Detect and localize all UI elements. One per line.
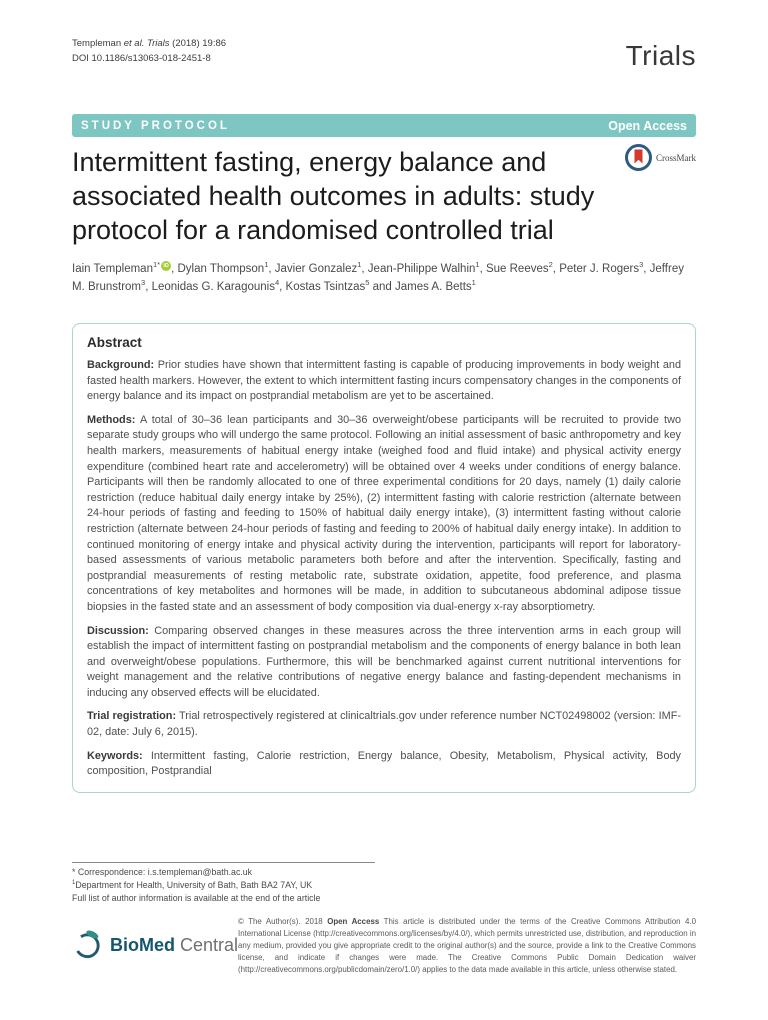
author-name: Leonidas G. Karagounis	[151, 281, 275, 294]
section-label: Methods:	[87, 413, 136, 426]
orcid-icon[interactable]: iD	[161, 261, 171, 271]
author-affiliation-sup: 1	[475, 260, 480, 270]
article-type-banner	[72, 114, 696, 137]
biomed-central-logo	[72, 924, 238, 966]
section-label: Trial registration:	[87, 710, 177, 723]
section-text: Prior studies have shown that intermittent fasting is capable of producing improvements in body weight and fasted health markers. However, the extent to which intermittent fasting incurs compensatory changes in the components of energy balance and its impact on postprandial metabolism are yet to be ascertained.	[87, 359, 682, 403]
author-affiliation-sup: 2	[548, 260, 553, 270]
citation-line	[72, 37, 226, 52]
affiliation-sup: 1	[72, 880, 76, 887]
author-name: Iain Templeman	[72, 263, 153, 275]
logo-central-text: Central	[174, 934, 238, 955]
author-affiliation-sup: 1	[357, 260, 362, 270]
abstract-trial-registration	[87, 709, 681, 740]
correspondence-line: * Correspondence: i.s.templeman@bath.ac.uk	[72, 867, 253, 877]
author-name: Kostas Tsintzas	[285, 281, 366, 294]
footer	[72, 916, 696, 976]
author-name: Jean-Philippe Walhin	[367, 263, 476, 275]
author-name: Jeffrey M. Brunstrom	[72, 263, 684, 294]
author-affiliation-sup: 4	[274, 278, 280, 288]
biomed-central-icon	[72, 924, 104, 966]
author-name: James A. Betts	[394, 281, 472, 294]
citation-volume: (2018) 19:86	[169, 38, 227, 49]
license-open-access: Open Access	[327, 917, 380, 926]
author-affiliation-sup: 5	[365, 278, 370, 288]
biomed-central-wordmark	[110, 935, 238, 956]
section-label: Keywords:	[87, 749, 143, 762]
author-affiliation-sup: 1	[471, 278, 476, 288]
abstract-discussion	[87, 624, 681, 702]
section-text: Comparing observed changes in these measures across the three intervention arms in each group will establish the impact of intermittent fasting on postprandial metabolism and the components of energy balance in both lean and overweight/obese populations. Furthermore, this will be benchmarked against current nutritional interventions for weight management and the relative contributions of negative energy balance and fasting-dependent mechanisms in inducing any observed effects will be elucidated.	[87, 624, 681, 699]
section-text: Intermittent fasting, Calorie restriction, Energy balance, Obesity, Metabolism, Physical activity, Body composition, Postprandial	[87, 749, 682, 778]
open-access-label: Open Access	[608, 118, 687, 133]
author-name: Sue Reeves	[485, 263, 549, 275]
abstract-heading: Abstract	[87, 335, 142, 350]
author-list: Iain Templeman$^{1*}$ iD , Dylan Thompson$^1$, Javier Gonzalez$^1$, Jean-Philippe Walhin$^1$, Sue Reeves$^2$, Peter J. Rogers$^3$, Jeffrey M. Brunstrom$^3$, Leonidas G. Karagounis$^4$, Kostas Tsintzas$^5$ and James A. Betts$^1$	[72, 260, 684, 294]
section-label: Discussion:	[87, 624, 149, 637]
author-affiliation-sup: 1	[264, 260, 269, 270]
license-prefix: © The Author(s). 2018	[238, 917, 328, 926]
affiliation-line	[72, 879, 384, 892]
footnote-divider	[72, 862, 375, 863]
doi-line: DOI 10.1186/s13063-018-2451-8	[72, 52, 211, 64]
citation-journal-italic: et al. Trials	[123, 38, 170, 49]
license-body: This article is distributed under the terms of the Creative Commons Attribution 4.0 International License (http://creativecommons.org/licenses/by/4.0/), which permits unrestricted use, distribution, and reproduction in any medium, provided you give appropriate credit to the original author(s) and the source, provide a link to the Creative Commons license, and indicate if changes were made. The Creative Commons Public Domain Dedication waiver (http://creativecommons.org/publicdomain/zero/1.0/) applies to the data made available in this article, unless otherwise stated.	[238, 917, 696, 975]
license-text	[238, 916, 696, 976]
author-info-note: Full list of author information is available at the end of the article	[72, 893, 321, 904]
section-text: A total of 30–36 lean participants and 30–36 overweight/obese participants will be recruited to provide two separate study groups who will undergo the same protocol. Following an initial assessment of basic anthropometry and key health markers, measurements of habitual energy intake (weighed food and fluid intake) and physical activity energy expenditure (combined heart rate and accelerometry) will be obtained over 4 weeks under conditions of energy balance. Participants will then be randomly allocated to one of three experimental conditions for 20 days, namely (1) daily calorie restriction (reduce habitual daily energy intake by 25%), (2) intermittent fasting with calorie restriction (alternate between 24-hour periods of fasting and feeding to 150% of habitual daily energy intake), (3) intermittent fasting without calorie restriction (alternate between 24-hour periods of fasting and feeding to 200% of habitual daily energy intake). In addition to continued monitoring of energy intake and physical activity during the intervention, participants will report for laboratory-based assessments of various metabolic parameters both before and after the intervention. Specifically, fasting and postprandial measurements of resting metabolic rate, substrate oxidation, appetite, food preference, and plasma concentrations of key metabolites and hormones will be made, in addition to subcutaneous abdominal adipose tissue biopsies in the fasted state and an assessment of body composition via dual-energy x-ray absorptiometry.	[87, 413, 681, 613]
journal-wordmark: Trials	[625, 40, 696, 71]
abstract-methods	[87, 413, 681, 616]
citation-author: Templeman	[72, 38, 124, 49]
logo-biomed-text: BioMed	[109, 934, 175, 955]
footnote-block	[72, 862, 384, 906]
author-name: Javier Gonzalez	[274, 263, 358, 275]
author-name: Dylan Thompson	[177, 263, 265, 275]
section-text: Trial retrospectively registered at clinicaltrials.gov under reference number NCT02498002 (version: IMF-02, date: July 6, 2015).	[87, 710, 681, 739]
author-affiliation-sup: 3	[639, 260, 644, 270]
author-affiliation-sup: 1*	[152, 260, 161, 270]
article-title: Intermittent fasting, energy balance and associated health outcomes in adults: study protocol for a randomised controlled trial	[72, 147, 595, 245]
abstract-background	[87, 358, 681, 405]
crossmark-label: CrossMark	[656, 152, 696, 163]
author-name: Peter J. Rogers	[559, 263, 640, 275]
abstract-keywords	[87, 749, 681, 780]
author-affiliation-sup: 3	[141, 278, 146, 288]
citation-block	[72, 37, 226, 66]
affiliation-text: Department for Health, University of Bath, Bath BA2 7AY, UK	[75, 880, 313, 891]
abstract-box	[72, 323, 696, 793]
section-label: Background:	[87, 359, 155, 371]
article-type-label: STUDY PROTOCOL	[81, 119, 230, 132]
